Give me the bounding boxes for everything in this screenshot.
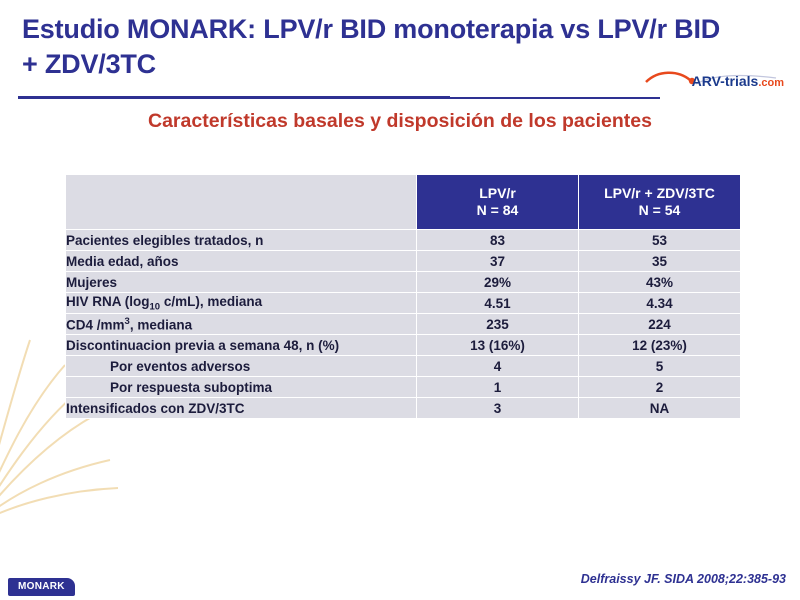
row-value-lpvr: 13 (16%) (417, 335, 579, 356)
row-value-lpvr: 235 (417, 314, 579, 335)
row-label-hiv-rna: HIV RNA ($\log_{10}$ c/mL), mediana (66, 293, 417, 314)
row-label: Pacientes elegibles tratados, n (66, 230, 417, 251)
row-value-combo: 43% (579, 272, 741, 293)
logo-domain-suffix: .com (758, 77, 784, 89)
row-value-combo: 224 (579, 314, 741, 335)
header-lpvr-line1: LPV/r (479, 184, 516, 201)
title-divider (18, 96, 450, 99)
baseline-characteristics-table (65, 174, 741, 419)
row-value-lpvr: 4 (417, 356, 579, 377)
header-lpvr-zdv3tc (579, 175, 741, 230)
row-value-lpvr: 83 (417, 230, 579, 251)
header-lpvr (417, 175, 579, 230)
title-divider-secondary (450, 97, 660, 99)
row-label: Por respuesta suboptima (66, 377, 417, 398)
row-value-combo: 2 (579, 377, 741, 398)
table-row (66, 356, 741, 377)
table-row (66, 230, 741, 251)
table-row (66, 293, 741, 314)
row-value-lpvr: 37 (417, 251, 579, 272)
table-row (66, 251, 741, 272)
row-label: Intensificados con ZDV/3TC (66, 398, 417, 419)
row-value-lpvr: 4.51 (417, 293, 579, 314)
header-lpvr-line2: N = 84 (476, 202, 519, 218)
row-value-combo: 12 (23%) (579, 335, 741, 356)
study-badge: MONARK (8, 578, 75, 596)
row-value-combo: 35 (579, 251, 741, 272)
row-value-combo: 5 (579, 356, 741, 377)
row-value-lpvr: 1 (417, 377, 579, 398)
page-title: Estudio MONARK: LPV/r BID monoterapia vs LPV/r BID + ZDV/3TC (22, 14, 721, 79)
arv-trials-logo (644, 66, 784, 100)
row-label: Media edad, años (66, 251, 417, 272)
logo-name: ARV-trials (691, 73, 759, 89)
row-label: Discontinuacion previa a semana 48, n (%) (66, 335, 417, 356)
row-label: Por eventos adversos (66, 356, 417, 377)
header-blank-cell (66, 175, 417, 230)
table-row (66, 272, 741, 293)
reference-citation: Delfraissy JF. SIDA 2008;22:385-93 (580, 572, 786, 586)
table-header-row (66, 175, 741, 230)
row-label: Mujeres (66, 272, 417, 293)
row-value-combo: 4.34 (579, 293, 741, 314)
table-row (66, 314, 741, 335)
table-row (66, 377, 741, 398)
row-value-lpvr: 3 (417, 398, 579, 419)
table-row (66, 335, 741, 356)
slide-subtitle: Características basales y disposición de los pacientes (148, 110, 652, 132)
header-lpvr-zdv3tc-line1: LPV/r + ZDV/3TC (604, 184, 715, 201)
table-row (66, 398, 741, 419)
row-value-lpvr: 29% (417, 272, 579, 293)
row-value-combo: 53 (579, 230, 741, 251)
row-value-combo: NA (579, 398, 741, 419)
row-label-cd4: CD4 $/mm^3$, mediana (66, 314, 417, 335)
header-lpvr-zdv3tc-line2: N = 54 (638, 202, 681, 218)
